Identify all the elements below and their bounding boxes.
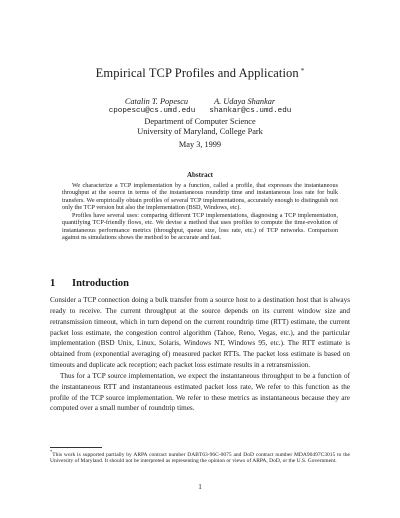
author-name: Catalin T. Popescu: [124, 97, 189, 106]
footnote: [50, 449, 350, 465]
paper-title-text: Empirical TCP Profiles and Application: [95, 66, 299, 80]
affiliation-university: University of Maryland, College Park: [137, 127, 263, 136]
section-number: 1: [50, 278, 56, 289]
section-title: Introduction: [72, 278, 129, 289]
author-email: cpopescu@cs.umd.edu: [108, 107, 196, 115]
affiliation-department: Department of Computer Science: [144, 117, 256, 126]
author-emails: [0, 107, 400, 115]
body-paragraph: Thus for a TCP source implementation, we expect the instantaneous throughput to be a function of the instantaneous RTT and instantaneous estimated packet loss rate, We refer to this function as the profile of the TCP source implementation. We refer to these metrics as instantaneous because they are computed over a small number of roundtrip times.: [50, 371, 350, 413]
footnote-mark: *: [50, 449, 53, 454]
body-text: [50, 295, 350, 414]
section-heading: [50, 278, 129, 289]
abstract: [62, 182, 338, 242]
page-number: 1: [198, 483, 202, 491]
author-email: shankar@cs.umd.edu: [209, 107, 292, 115]
abstract-paragraph: We characterize a TCP implementation by a function, called a profile, that expresses the instantaneous throughput at the source in terms of the instantaneous roundtrip time and instantaneous loss rate for bulk transfers. We empirically obtain profiles of several TCP implementations, accurately enough to distinguish not only the TCP version but also the implementation (BSD, Windows, etc).: [62, 182, 338, 212]
paper-date: May 3, 1999: [178, 140, 222, 149]
author-names: [0, 97, 400, 106]
abstract-paragraph: Profiles have several uses: comparing different TCP implementations, diagnosing a TCP implementation, quantifying TCP-friendly flows, etc. We devise a method that uses profiles to compute the time-evolution of instantaneous performance metrics (throughput, queue size, loss rate, etc.) of TCP networks. Comparison against ns simulations shows the method to be accurate and fast.: [62, 211, 338, 242]
footnote-text: This work is supported partially by ARPA contract number DABT63-96C-0075 and DoD contract number MDA90497C3015 to the University of Maryland. It should not be interpreted as representing the opinion or views of ARPA, DoD, or the U.S. Government.: [50, 451, 350, 465]
footnote-rule: [50, 447, 102, 448]
author-name: A. Udaya Shankar: [214, 97, 276, 106]
title-footnote-mark: *: [300, 67, 305, 75]
body-paragraph: Consider a TCP connection doing a bulk transfer from a source host to a destination host that is always ready to receive. The current throughput at the source depends on its current window size and retransmission timeout, which in turn depend on the current roundtrip time (RTT) estimate, the current packet loss estimate, the congestion control algorithm (Tahoe, Reno, Vegas, etc.), and the particular implementation (BSD Unix, Linux, Solaris, Windows NT, Windows 95, etc.). The RTT estimate is obtained from (exponential averaging of) measured packet RTTs. The packet loss estimate is based on timeouts and duplicate ack reception; each packet loss estimate results in a retransmission.: [50, 296, 350, 370]
abstract-heading: Abstract: [186, 171, 214, 179]
paper-title: [0, 66, 400, 81]
